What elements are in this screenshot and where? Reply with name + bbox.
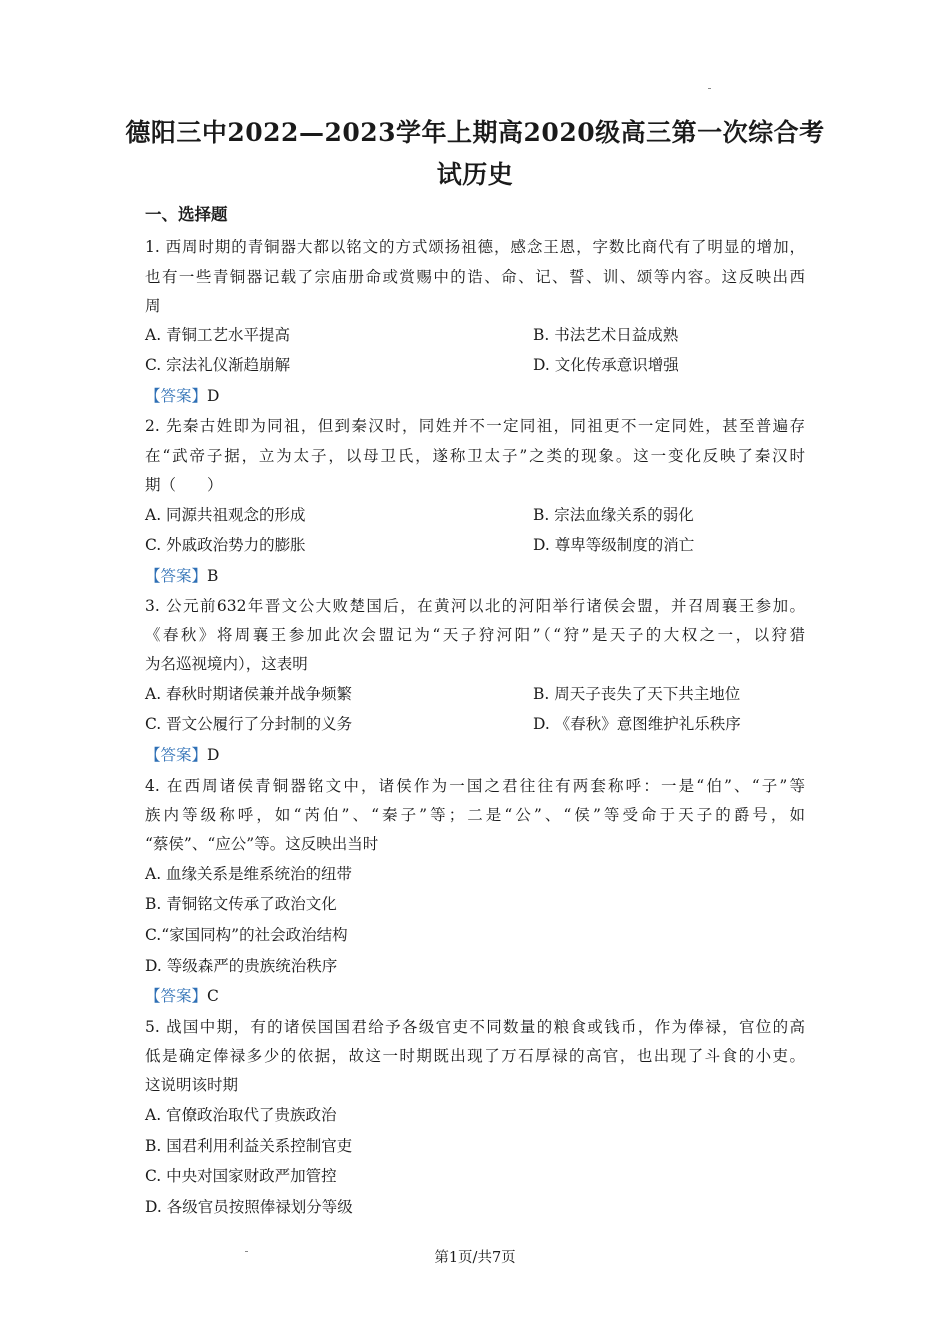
question-5-stem-line-2: 低是确定俸禄多少的依据，故这一时期既出现了万石厚禄的高官，也出现了斗食的小吏。 xyxy=(145,1047,805,1065)
question-1-stem-line-2: 也有一些青铜器记载了宗庙册命或赏赐中的诰、命、记、誓、训、颂等内容。这反映出西 xyxy=(145,268,805,286)
answer-label: 【答案】 xyxy=(145,987,208,1005)
question-3-stem-line-2: 《春秋》将周襄王参加此次会盟记为“天子狩河阳”（“狩”是天子的大权之一，以狩猎 xyxy=(145,626,805,644)
question-1-option-b: B. 书法艺术日益成熟 xyxy=(533,326,679,344)
answer-label: 【答案】 xyxy=(145,746,208,764)
question-2-stem-line-2: 在“武帝子据，立为太子，以母卫氏，遂称卫太子”之类的现象。这一变化反映了秦汉时 xyxy=(145,447,805,465)
question-5-option-b: B. 国君利用利益关系控制官吏 xyxy=(145,1137,353,1155)
question-1-answer xyxy=(145,385,219,407)
question-3-option-b: B. 周天子丧失了天下共主地位 xyxy=(533,685,741,703)
question-5-stem-line-1: 5. 战国中期，有的诸侯国国君给予各级官吏不同数量的粮食或钱币，作为俸禄，官位的高 xyxy=(145,1018,805,1036)
answer-value: D xyxy=(207,746,220,764)
question-5-option-c: C. 中央对国家财政严加管控 xyxy=(145,1167,337,1185)
question-1-option-c: C. 宗法礼仪渐趋崩解 xyxy=(145,356,291,374)
question-2-stem-line-3: 期（ ） xyxy=(145,476,223,494)
question-3-option-c: C. 晋文公履行了分封制的义务 xyxy=(145,715,353,733)
question-2-option-b: B. 宗法血缘关系的弱化 xyxy=(533,506,694,524)
exam-title xyxy=(120,112,830,196)
question-2-option-d: D. 尊卑等级制度的消亡 xyxy=(533,536,695,554)
question-2-stem-line-1: 2. 先秦古姓即为同祖，但到秦汉时，同姓并不一定同祖，同祖更不一定同姓，甚至普遍存 xyxy=(145,417,805,435)
question-3-stem-line-1: 3. 公元前632年晋文公大败楚国后，在黄河以北的河阳举行诸侯会盟，并召周襄王参加。 xyxy=(145,597,805,615)
question-5-option-a: A. 官僚政治取代了贵族政治 xyxy=(145,1106,337,1124)
question-2-answer xyxy=(145,565,218,587)
question-4-option-b: B. 青铜铭文传承了政治文化 xyxy=(145,895,337,913)
title-line-1: 德阳三中2022—2023学年上期高2020级高三第一次综合考 xyxy=(125,118,825,147)
page-footer: 第1页/共7页 xyxy=(434,1250,516,1266)
question-1-option-d: D. 文化传承意识增强 xyxy=(533,356,679,374)
question-1-stem-line-3: 周 xyxy=(145,297,161,315)
question-1-stem-line-1: 1. 西周时期的青铜器大都以铭文的方式颂扬祖德，感念王恩，字数比商代有了明显的增加， xyxy=(145,238,805,256)
question-4-stem-line-3: “蔡侯”、“应公”等。这反映出当时 xyxy=(145,835,379,853)
answer-value: C xyxy=(207,987,219,1005)
question-3-stem-line-3: 为名巡视境内），这表明 xyxy=(145,655,308,673)
question-4-option-c: C.“家国同构”的社会政治结构 xyxy=(145,926,348,944)
question-3-option-a: A. 春秋时期诸侯兼并战争频繁 xyxy=(145,685,353,703)
answer-value: B xyxy=(207,567,219,585)
question-1-option-a: A. 青铜工艺水平提高 xyxy=(145,326,291,344)
title-line-2: 试历史 xyxy=(436,160,514,189)
scan-mark xyxy=(708,88,711,89)
question-5-option-d: D. 各级官员按照俸禄划分等级 xyxy=(145,1198,353,1216)
question-4-option-a: A. 血缘关系是维系统治的纽带 xyxy=(145,865,353,883)
question-4-answer xyxy=(145,985,219,1007)
question-4-option-d: D. 等级森严的贵族统治秩序 xyxy=(145,957,338,975)
question-2-option-a: A. 同源共祖观念的形成 xyxy=(145,506,306,524)
section-heading: 一、选择题 xyxy=(145,205,228,224)
question-3-answer xyxy=(145,744,219,766)
question-2-option-c: C. 外戚政治势力的膨胀 xyxy=(145,536,306,554)
answer-value: D xyxy=(207,387,220,405)
answer-label: 【答案】 xyxy=(145,387,208,405)
answer-label: 【答案】 xyxy=(145,567,208,585)
question-3-option-d: D. 《春秋》意图维护礼乐秩序 xyxy=(533,715,741,733)
question-4-stem-line-1: 4. 在西周诸侯青铜器铭文中，诸侯作为一国之君往往有两套称呼：一是“伯”、“子”等 xyxy=(145,777,805,795)
question-5-stem-line-3: 这说明该时期 xyxy=(145,1076,239,1094)
question-4-stem-line-2: 族内等级称呼，如“芮伯”、“秦子”等；二是“公”、“侯”等受命于天子的爵号，如 xyxy=(145,806,805,824)
